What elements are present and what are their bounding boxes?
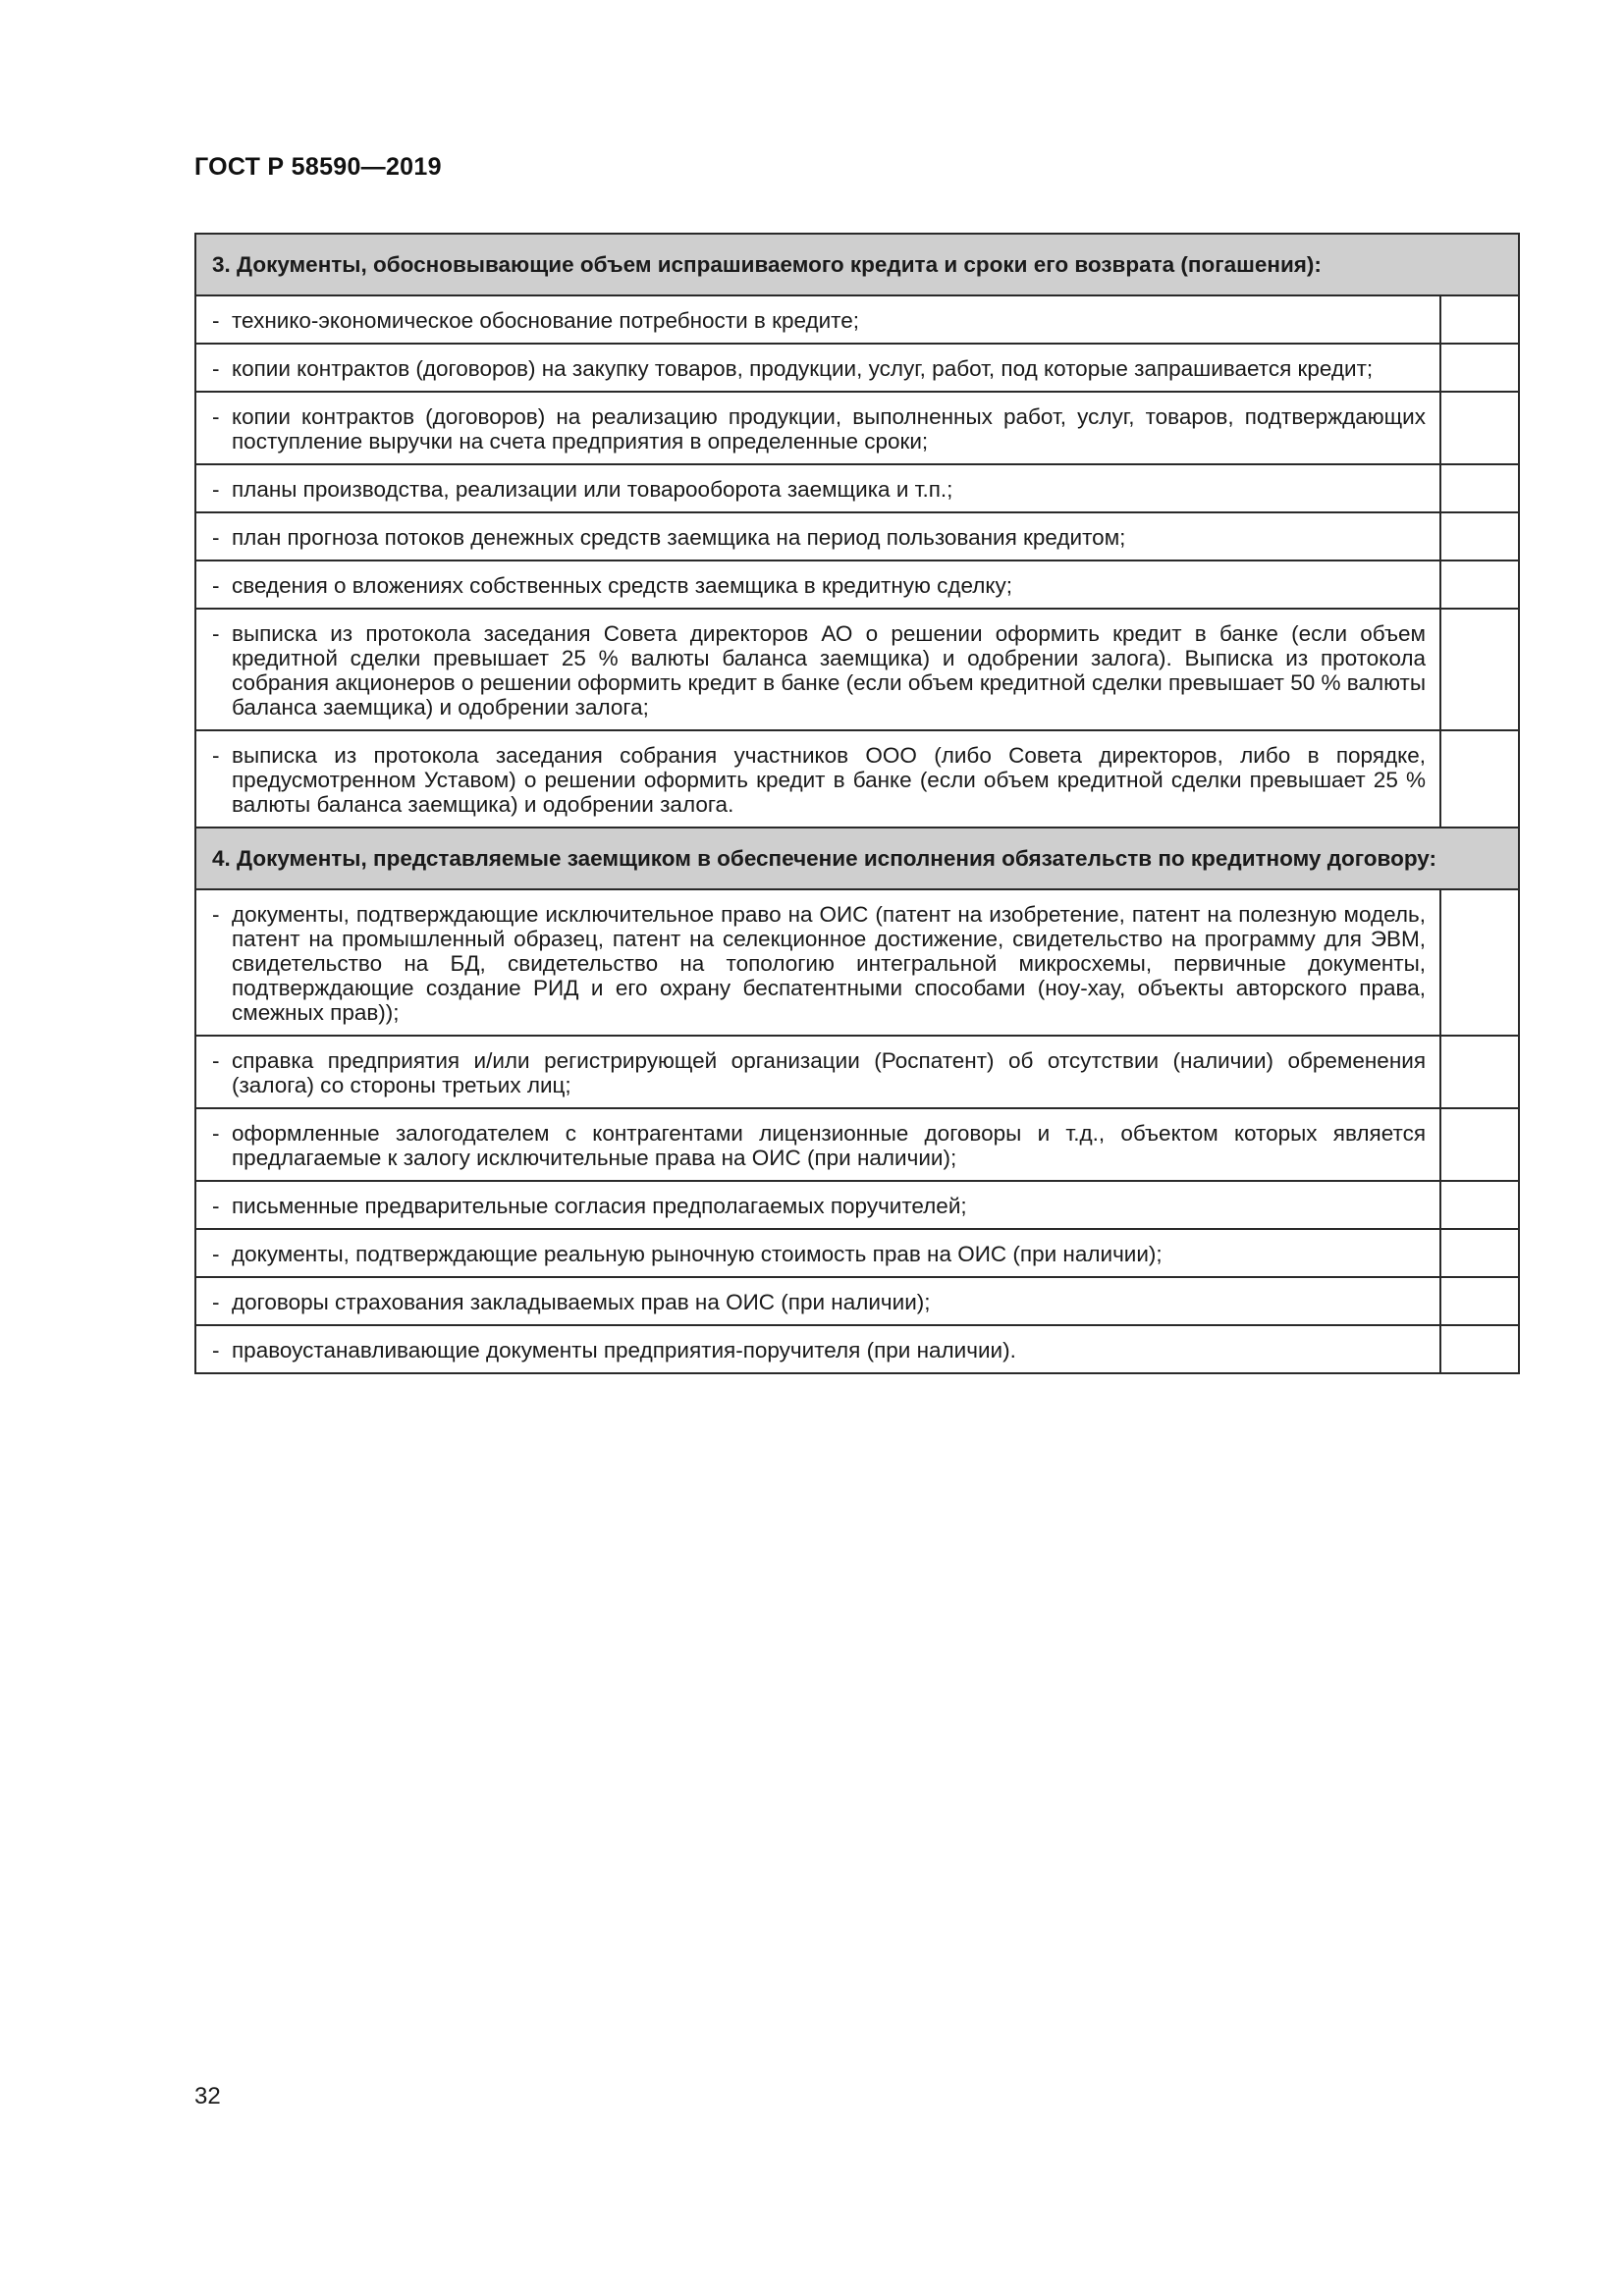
check-mark-cell[interactable] bbox=[1440, 730, 1519, 828]
item-cell bbox=[195, 295, 1440, 344]
table-row bbox=[195, 1277, 1519, 1325]
table-row bbox=[195, 1108, 1519, 1181]
check-mark-cell[interactable] bbox=[1440, 1325, 1519, 1373]
check-mark-cell[interactable] bbox=[1440, 392, 1519, 464]
list-item-text: планы производства, реализации или товарооборота заемщика и т.п.; bbox=[232, 477, 953, 502]
check-mark-cell[interactable] bbox=[1440, 609, 1519, 730]
list-item-text: технико-экономическое обоснование потребности в кредите; bbox=[232, 308, 859, 333]
list-dash: - bbox=[212, 1048, 220, 1073]
item-cell bbox=[195, 561, 1440, 609]
document-checklist-table bbox=[194, 233, 1520, 1374]
list-item-text: сведения о вложениях собственных средств заемщика в кредитную сделку; bbox=[232, 573, 1012, 598]
list-item-text: копии контрактов (договоров) на закупку товаров, продукции, услуг, работ, под которые запрашивается кредит; bbox=[232, 356, 1374, 381]
section-header-row bbox=[195, 234, 1519, 295]
item-cell bbox=[195, 609, 1440, 730]
list-item-text: план прогноза потоков денежных средств заемщика на период пользования кредитом; bbox=[232, 525, 1126, 550]
list-dash: - bbox=[212, 902, 220, 927]
list-item-text: копии контрактов (договоров) на реализацию продукции, выполненных работ, услуг, товаров, подтверждающих поступление выручки на счета предприятия в определенные сроки; bbox=[232, 404, 1426, 454]
check-mark-cell[interactable] bbox=[1440, 1229, 1519, 1277]
item-cell bbox=[195, 1229, 1440, 1277]
list-item-text: оформленные залогодателем с контрагентами лицензионные договоры и т.д., объектом которых является предлагаемые к залогу исключительные права на ОИС (при наличии); bbox=[232, 1121, 1426, 1170]
check-mark-cell[interactable] bbox=[1440, 1036, 1519, 1108]
list-dash: - bbox=[212, 1121, 220, 1146]
list-item-text: документы, подтверждающие исключительное право на ОИС (патент на изобретение, патент на полезную модель, патент на промышленный образец, патент на селекционное достижение, свидетельство на программу для ЭВМ, свидетельство на БД, свидетельство на топологию интегральной микросхемы, первичные документы, подтверждающие создание РИД и его охрану беспатентными способами (ноу-хау, объекты авторского права, смежных прав)); bbox=[232, 902, 1426, 1025]
check-mark-cell[interactable] bbox=[1440, 561, 1519, 609]
list-item-text: письменные предварительные согласия предполагаемых поручителей; bbox=[232, 1194, 967, 1218]
section-title: 4. Документы, представляемые заемщиком в обеспечение исполнения обязательств по кредитному договору: bbox=[195, 828, 1519, 889]
table-row bbox=[195, 1325, 1519, 1373]
list-item-text: правоустанавливающие документы предприятия-поручителя (при наличии). bbox=[232, 1338, 1016, 1362]
item-cell bbox=[195, 1325, 1440, 1373]
page-number: 32 bbox=[194, 2083, 221, 2109]
list-item-text: выписка из протокола заседания Совета директоров АО о решении оформить кредит в банке (если объем кредитной сделки превышает 25 % валюты баланса заемщика) и одобрении залога). Выписка из протокола собрания акционеров о решении оформить кредит в банке (если объем кредитной сделки превышает 50 % валюты баланса заемщика) и одобрении залога; bbox=[232, 621, 1426, 720]
item-cell bbox=[195, 464, 1440, 512]
list-dash: - bbox=[212, 525, 220, 550]
list-dash: - bbox=[212, 356, 220, 381]
table-row bbox=[195, 1229, 1519, 1277]
table-row bbox=[195, 512, 1519, 561]
item-cell bbox=[195, 1108, 1440, 1181]
check-mark-cell[interactable] bbox=[1440, 1277, 1519, 1325]
check-mark-cell[interactable] bbox=[1440, 1181, 1519, 1229]
table-row bbox=[195, 392, 1519, 464]
check-mark-cell[interactable] bbox=[1440, 344, 1519, 392]
item-cell bbox=[195, 730, 1440, 828]
item-cell bbox=[195, 1181, 1440, 1229]
table-row bbox=[195, 1181, 1519, 1229]
list-dash: - bbox=[212, 743, 220, 768]
list-dash: - bbox=[212, 1290, 220, 1314]
section-title: 3. Документы, обосновывающие объем испрашиваемого кредита и сроки его возврата (погашения): bbox=[195, 234, 1519, 295]
check-mark-cell[interactable] bbox=[1440, 464, 1519, 512]
list-dash: - bbox=[212, 1194, 220, 1218]
list-dash: - bbox=[212, 621, 220, 646]
table-row bbox=[195, 889, 1519, 1036]
standard-code: ГОСТ Р 58590—2019 bbox=[194, 153, 442, 181]
item-cell bbox=[195, 344, 1440, 392]
check-mark-cell[interactable] bbox=[1440, 889, 1519, 1036]
list-dash: - bbox=[212, 1242, 220, 1266]
list-item-text: справка предприятия и/или регистрирующей организации (Роспатент) об отсутствии (наличии) обременения (залога) со стороны третьих лиц; bbox=[232, 1048, 1426, 1097]
list-dash: - bbox=[212, 404, 220, 429]
table-row bbox=[195, 295, 1519, 344]
item-cell bbox=[195, 392, 1440, 464]
item-cell bbox=[195, 1036, 1440, 1108]
section-header-row bbox=[195, 828, 1519, 889]
item-cell bbox=[195, 512, 1440, 561]
list-dash: - bbox=[212, 1338, 220, 1362]
list-item-text: выписка из протокола заседания собрания участников ООО (либо Совета директоров, либо в порядке, предусмотренном Уставом) о решении оформить кредит в банке (если объем кредитной сделки превышает 25 % валюты баланса заемщика) и одобрении залога. bbox=[232, 743, 1426, 817]
item-cell bbox=[195, 1277, 1440, 1325]
item-cell bbox=[195, 889, 1440, 1036]
table-row bbox=[195, 730, 1519, 828]
table-row bbox=[195, 561, 1519, 609]
list-dash: - bbox=[212, 573, 220, 598]
table-body bbox=[195, 234, 1519, 1373]
table-row bbox=[195, 344, 1519, 392]
list-dash: - bbox=[212, 477, 220, 502]
list-dash: - bbox=[212, 308, 220, 333]
list-item-text: документы, подтверждающие реальную рыночную стоимость прав на ОИС (при наличии); bbox=[232, 1242, 1163, 1266]
table-row bbox=[195, 1036, 1519, 1108]
table-row bbox=[195, 609, 1519, 730]
list-item-text: договоры страхования закладываемых прав на ОИС (при наличии); bbox=[232, 1290, 931, 1314]
check-mark-cell[interactable] bbox=[1440, 512, 1519, 561]
check-mark-cell[interactable] bbox=[1440, 1108, 1519, 1181]
check-mark-cell[interactable] bbox=[1440, 295, 1519, 344]
table-row bbox=[195, 464, 1519, 512]
